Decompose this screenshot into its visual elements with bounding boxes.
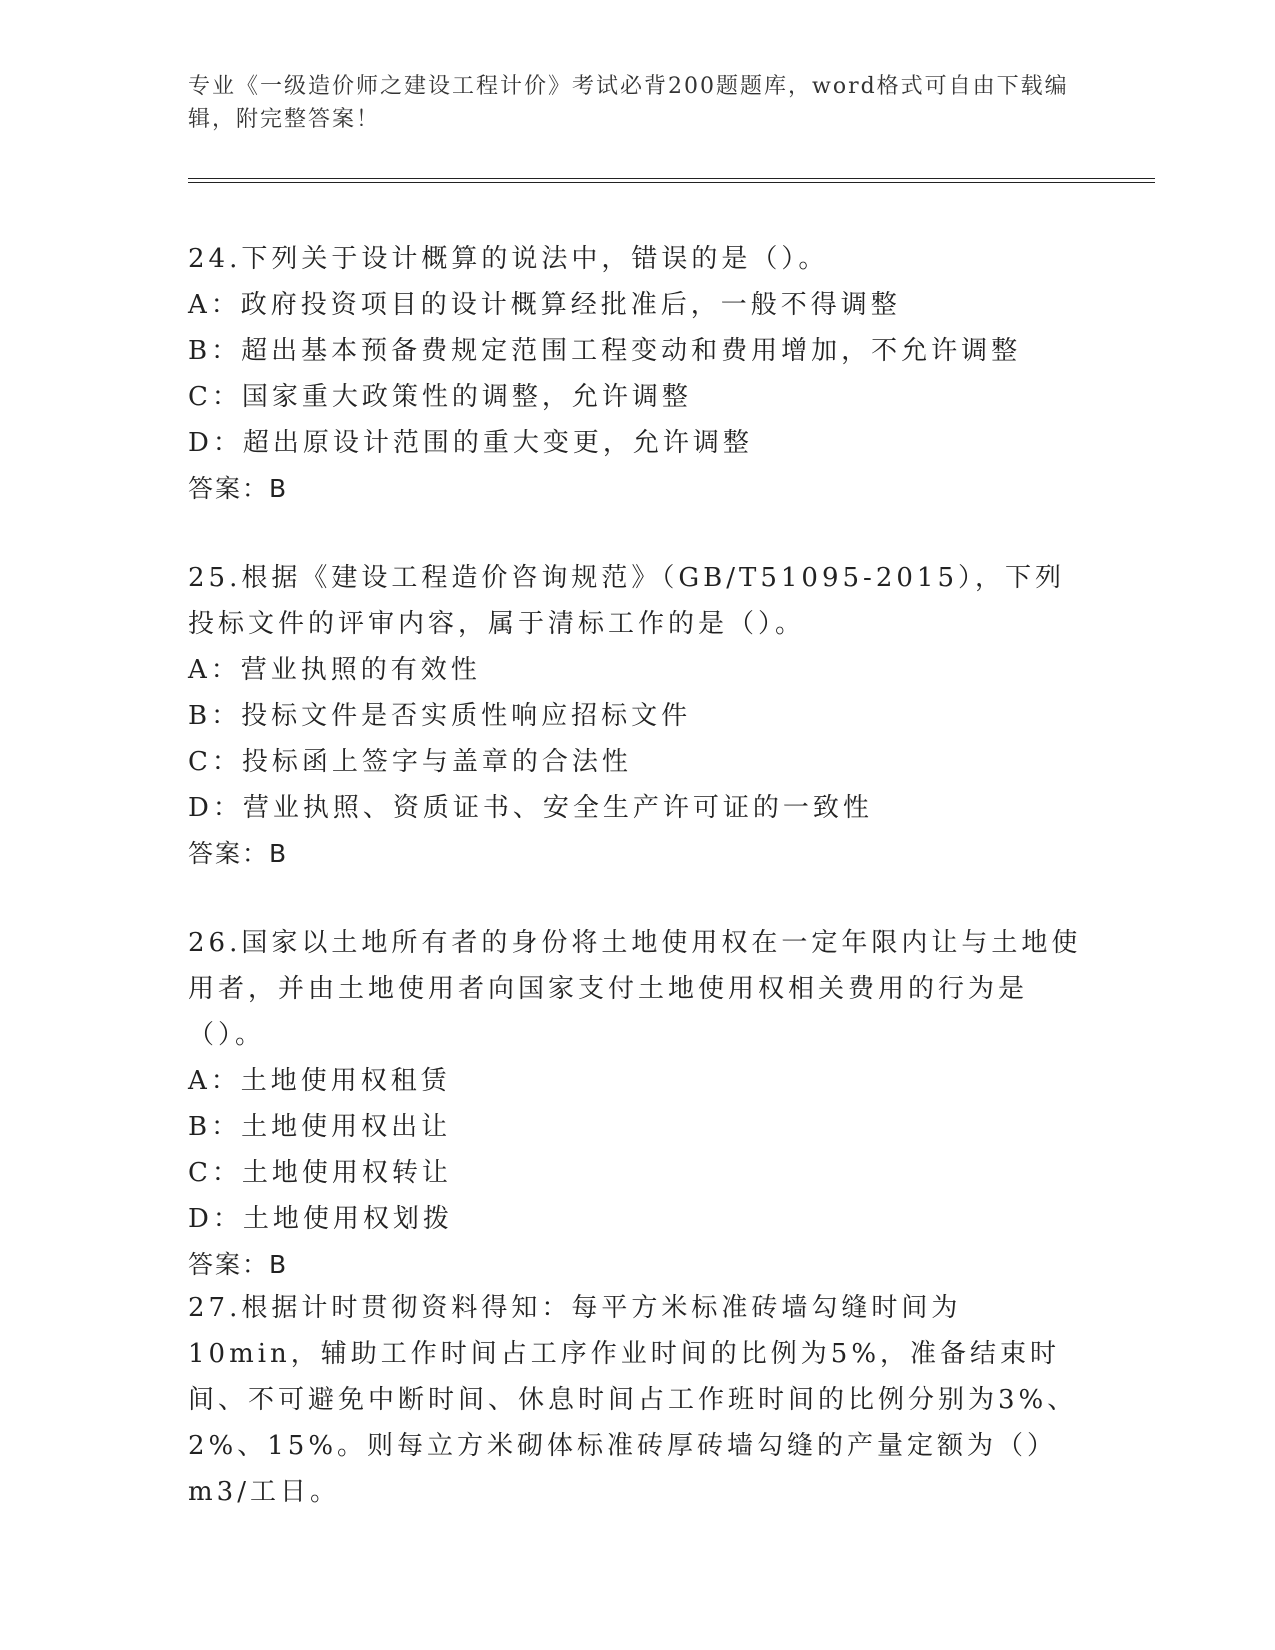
page-header: 专业《一级造价师之建设工程计价》考试必背200题题库，word格式可自由下载编辑，附完整答案！ <box>188 74 1069 132</box>
option-d: D：营业执照、资质证书、安全生产许可证的一致性 <box>188 793 873 823</box>
answer-line: 答案：B <box>188 474 289 503</box>
question-26 <box>188 920 1088 1288</box>
option-c: C：土地使用权转让 <box>188 1158 452 1188</box>
option-b: B：土地使用权出让 <box>188 1112 452 1142</box>
question-25 <box>188 555 1088 877</box>
header-divider <box>188 178 1155 183</box>
option-d: D：土地使用权划拨 <box>188 1204 453 1234</box>
option-b: B：投标文件是否实质性响应招标文件 <box>188 701 692 731</box>
answer-line: 答案：B <box>188 1250 289 1279</box>
question-stem: 25.根据《建设工程造价咨询规范》（GB/T51095-2015），下列投标文件的评审内容，属于清标工作的是（）。 <box>188 563 1065 639</box>
option-a: A：营业执照的有效性 <box>188 655 481 685</box>
option-a: A：土地使用权租赁 <box>188 1066 451 1096</box>
question-27 <box>188 1285 1088 1515</box>
question-stem: 24.下列关于设计概算的说法中，错误的是（）。 <box>188 244 829 274</box>
question-stem: 26.国家以土地所有者的身份将土地使用权在一定年限内让与土地使用者，并由土地使用者向国家支付土地使用权相关费用的行为是（）。 <box>188 928 1082 1050</box>
option-a: A：政府投资项目的设计概算经批准后，一般不得调整 <box>188 290 901 320</box>
option-c: C：国家重大政策性的调整，允许调整 <box>188 382 692 412</box>
question-24 <box>188 236 1088 512</box>
option-d: D：超出原设计范围的重大变更，允许调整 <box>188 428 753 458</box>
option-b: B：超出基本预备费规定范围工程变动和费用增加，不允许调整 <box>188 336 1022 366</box>
question-stem: 27.根据计时贯彻资料得知：每平方米标准砖墙勾缝时间为10min，辅助工作时间占工序作业时间的比例为5%，准备结束时间、不可避免中断时间、休息时间占工作班时间的比例分别为3%、2%、15%。则每立方米砌体标准砖厚砖墙勾缝的产量定额为（）m3/工日。 <box>188 1293 1078 1507</box>
answer-line: 答案：B <box>188 839 289 868</box>
option-c: C：投标函上签字与盖章的合法性 <box>188 747 632 777</box>
